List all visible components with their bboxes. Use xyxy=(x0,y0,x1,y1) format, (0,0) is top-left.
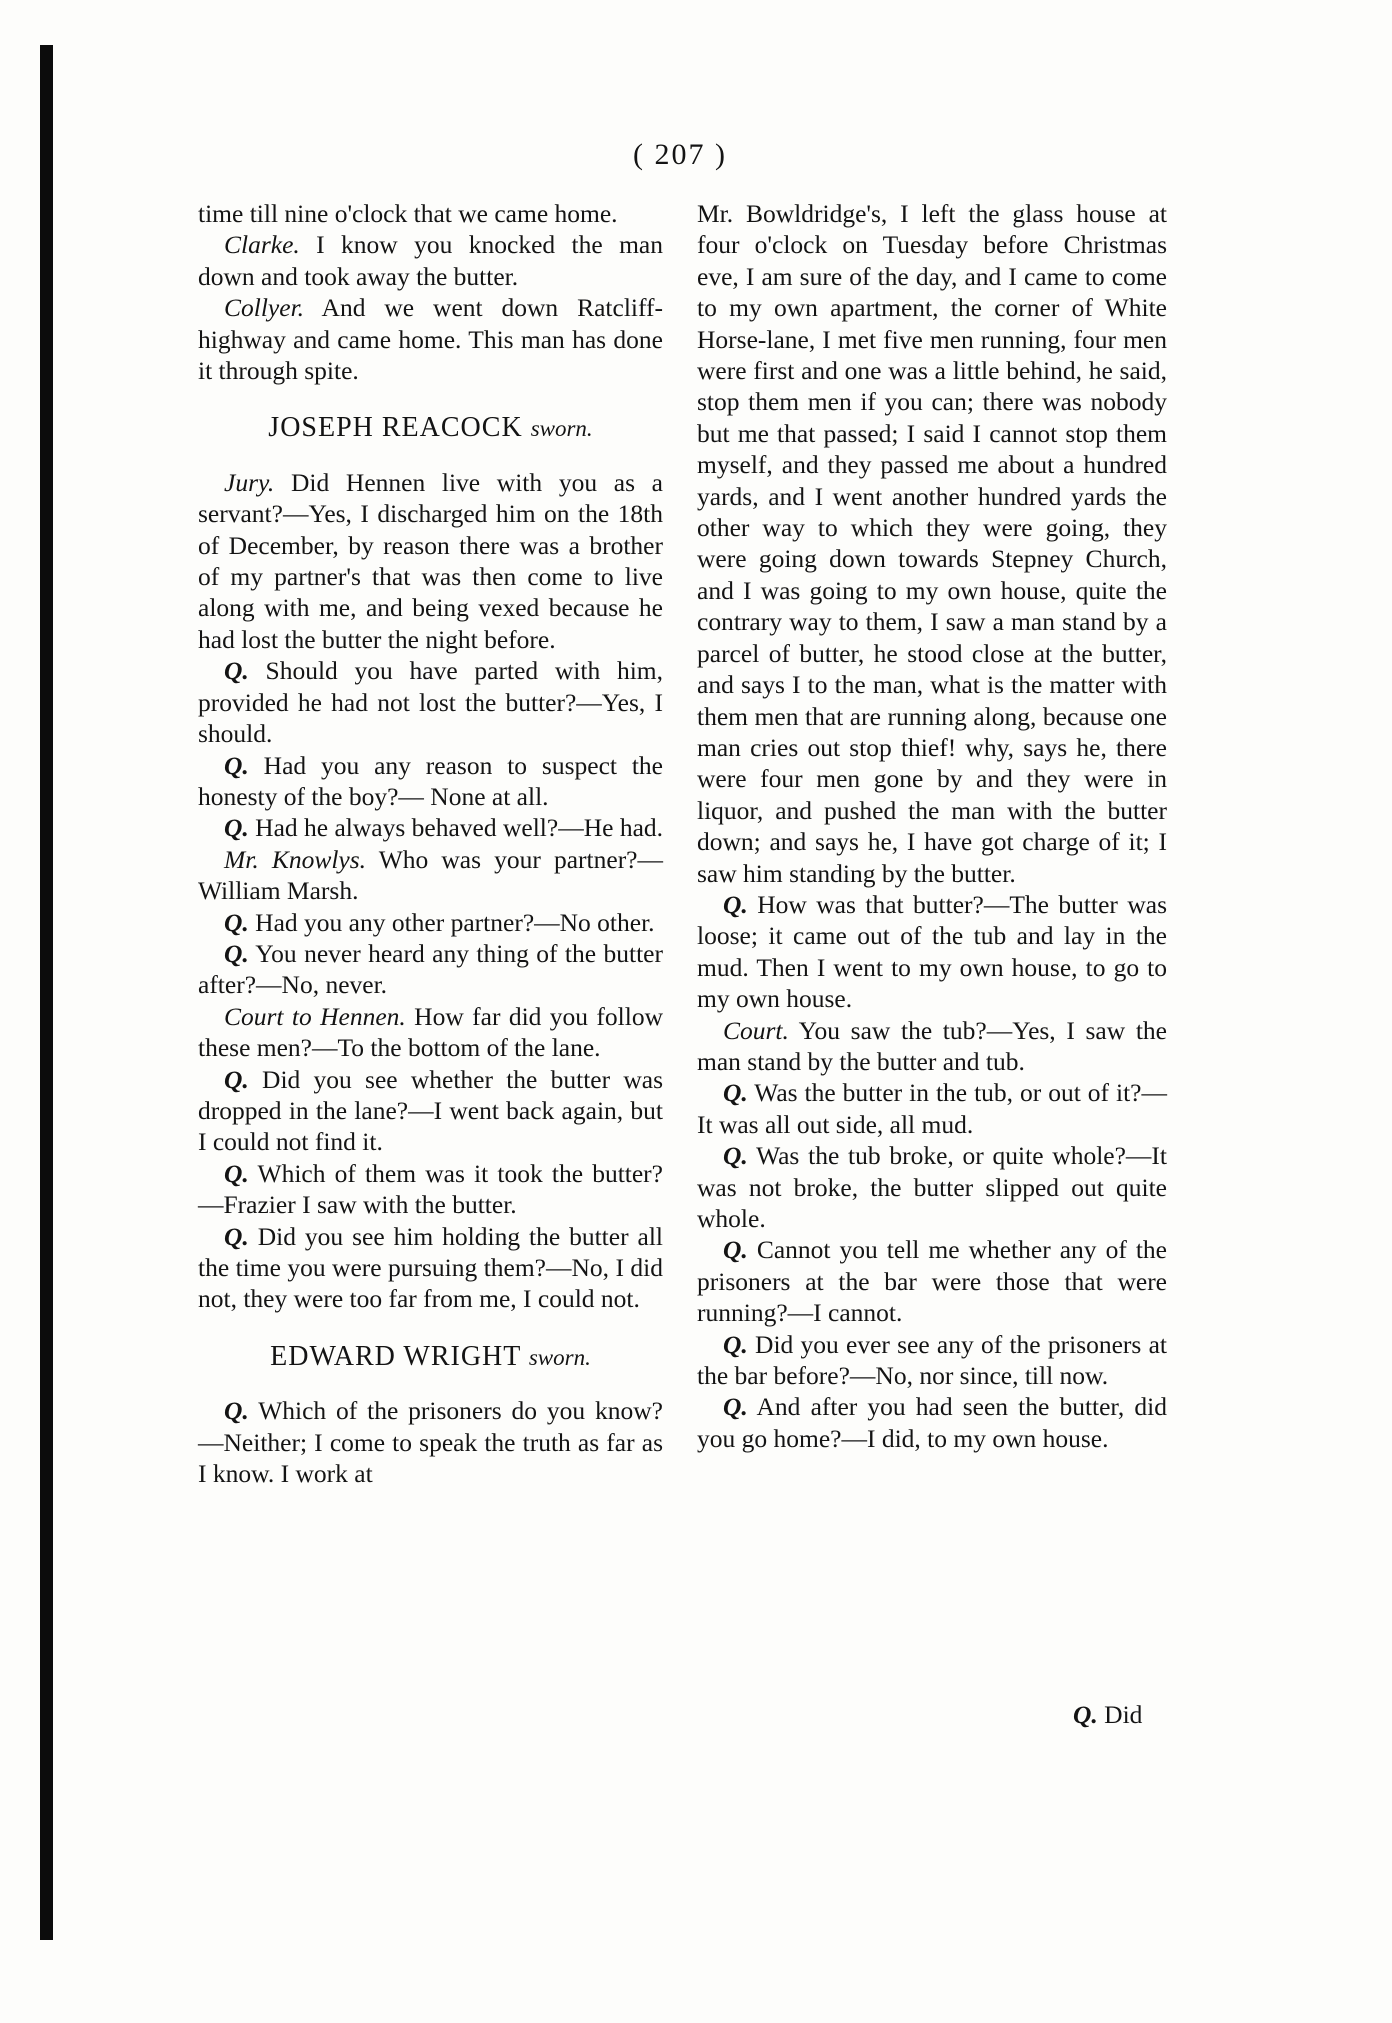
paragraph-text: Did you see him holding the butter all the time you were pursuing them?—No, I did not, they were too far from me, I could not. xyxy=(198,1221,663,1314)
paragraph xyxy=(198,292,663,386)
paragraph-text: Who was your partner?—William Marsh. xyxy=(198,844,664,906)
paragraph xyxy=(198,229,663,292)
sworn-label: sworn. xyxy=(528,1344,591,1370)
paragraph-text: Should you have parted with him, provided he had not lost the butter?—Yes, I should. xyxy=(198,656,663,749)
page-number: ( 207 ) xyxy=(633,138,727,171)
question-paragraph xyxy=(697,1140,1167,1234)
paragraph-text: How far did you follow these men?—To the bottom of the lane. xyxy=(198,1001,663,1063)
paragraph xyxy=(697,1015,1167,1078)
question-mark: Q. xyxy=(224,1064,249,1094)
question-mark: Q. xyxy=(224,1221,249,1251)
paragraph xyxy=(198,844,663,907)
question-paragraph xyxy=(697,1234,1167,1328)
catchword-text: Did xyxy=(1097,1700,1143,1729)
paragraph-text: Was the butter in the tub, or out of it?—It was all out side, all mud. xyxy=(697,1078,1167,1139)
question-paragraph xyxy=(198,1395,663,1489)
paragraph-text: I know you knocked the man down and took away the butter. xyxy=(198,230,663,291)
catchword xyxy=(1073,1700,1142,1730)
question-mark: Q. xyxy=(224,750,249,780)
question-paragraph xyxy=(198,812,663,843)
speaker-label: Clarke. xyxy=(224,230,300,260)
paragraph-text: Which of the prisoners do you know?—Neither; I come to speak the truth as far as I know. I work at xyxy=(198,1396,663,1489)
question-paragraph xyxy=(697,889,1167,1015)
question-paragraph xyxy=(198,907,663,938)
paragraph-text: Did you see whether the butter was dropped in the lane?—I went back again, but I could not find it. xyxy=(198,1064,663,1157)
question-mark: Q. xyxy=(224,938,249,968)
paragraph-text: You never heard any thing of the butter after?—No, never. xyxy=(198,938,663,1000)
paragraph xyxy=(198,467,663,655)
speaker-label: Jury. xyxy=(224,467,275,497)
question-paragraph xyxy=(198,1158,663,1221)
question-paragraph xyxy=(198,655,663,749)
paragraph: time till nine o'clock that we came home. xyxy=(198,199,618,228)
question-mark: Q. xyxy=(723,1392,748,1422)
right-column xyxy=(697,198,1167,1454)
question-mark: Q. xyxy=(723,1141,748,1171)
paragraph-text: Had he always behaved well?—He had. xyxy=(248,813,664,843)
speaker-label: Mr. Knowlys. xyxy=(224,844,367,874)
question-mark: Q. xyxy=(224,656,249,686)
speaker-label: Court. xyxy=(723,1015,789,1045)
question-mark: Q. xyxy=(224,1396,249,1426)
witness-heading xyxy=(198,412,663,444)
book-spine-shadow xyxy=(40,45,53,1940)
paragraph-text: Was the tub broke, or quite whole?—It was not broke, the butter slipped out quite whole. xyxy=(697,1141,1167,1233)
question-paragraph xyxy=(198,1064,663,1158)
question-paragraph xyxy=(697,1077,1167,1140)
witness-name: JOSEPH REACOCK xyxy=(268,412,523,444)
paragraph: Mr. Bowldridge's, I left the glass house at four o'clock on Tuesday before Christmas eve, I am sure of the day, and I came to come to my own apartment, the corner of White Horse-lane, I met five men running, four men were first and one was a little behind, he said, stop them men if you can; there was nobody but me that passed; I said I cannot stop them myself, and they passed me about a hundred yards, and I went another hundred yards the other way to which they were going, they were going down towards Stepney Church, and I was going to my own house, quite the contrary way to them, I saw a man stand by a parcel of butter, he stood close at the butter, and says I to the man, what is the matter with them men that are running along, because one man cries out stop thief! why, says he, there were four men gone by and they were in liquor, and pushed the man with the butter down; and says he, I have got charge of it; I saw him standing by the butter. xyxy=(697,199,1167,888)
paragraph-text: Had you any reason to suspect the honesty of the boy?— None at all. xyxy=(198,750,663,811)
question-mark: Q. xyxy=(723,1078,748,1108)
paragraph-text: How was that butter?—The butter was loose; it came out of the tub and lay in the mud. Then I went to my own house, to go to my own house. xyxy=(697,889,1167,1014)
question-mark: Q. xyxy=(723,1235,748,1265)
paragraph-text: Which of them was it took the butter?—Frazier I saw with the butter. xyxy=(198,1158,663,1220)
paragraph-text: You saw the tub?—Yes, I saw the man stand by the butter and tub. xyxy=(697,1015,1167,1076)
question-mark: Q. xyxy=(224,813,249,843)
question-paragraph xyxy=(198,1221,663,1315)
question-paragraph xyxy=(198,750,663,813)
question-mark: Q. xyxy=(1073,1700,1098,1729)
paragraph-text: Did you ever see any of the prisoners at the bar before?—No, nor since, till now. xyxy=(697,1329,1167,1391)
question-mark: Q. xyxy=(723,1329,748,1359)
speaker-label: Collyer. xyxy=(224,293,305,323)
paragraph-text: And we went down Ratcliff-highway and came home. This man has done it through spite. xyxy=(198,293,663,386)
speaker-label: Court to Hennen. xyxy=(224,1001,406,1031)
paragraph-text: Had you any other partner?—No other. xyxy=(248,907,655,937)
paragraph xyxy=(198,1001,663,1064)
question-paragraph xyxy=(697,1391,1167,1454)
left-column xyxy=(198,198,663,1489)
paragraph-text: And after you had seen the butter, did you go home?—I did, to my own house. xyxy=(697,1392,1167,1453)
witness-name: EDWARD WRIGHT xyxy=(270,1340,521,1372)
paragraph-text: Did Hennen live with you as a servant?—Yes, I discharged him on the 18th of December, by reason there was a brother of my partner's that was then come to live along with me, and being vexed because he had lost the butter the night before. xyxy=(198,467,663,654)
witness-heading xyxy=(198,1341,663,1373)
question-mark: Q. xyxy=(224,1158,249,1188)
question-mark: Q. xyxy=(224,907,249,937)
paragraph-text: Cannot you tell me whether any of the prisoners at the bar were those that were running?—I cannot. xyxy=(697,1235,1167,1328)
question-paragraph xyxy=(697,1329,1167,1392)
sworn-label: sworn. xyxy=(530,416,593,442)
question-mark: Q. xyxy=(723,889,748,919)
question-paragraph xyxy=(198,938,663,1001)
